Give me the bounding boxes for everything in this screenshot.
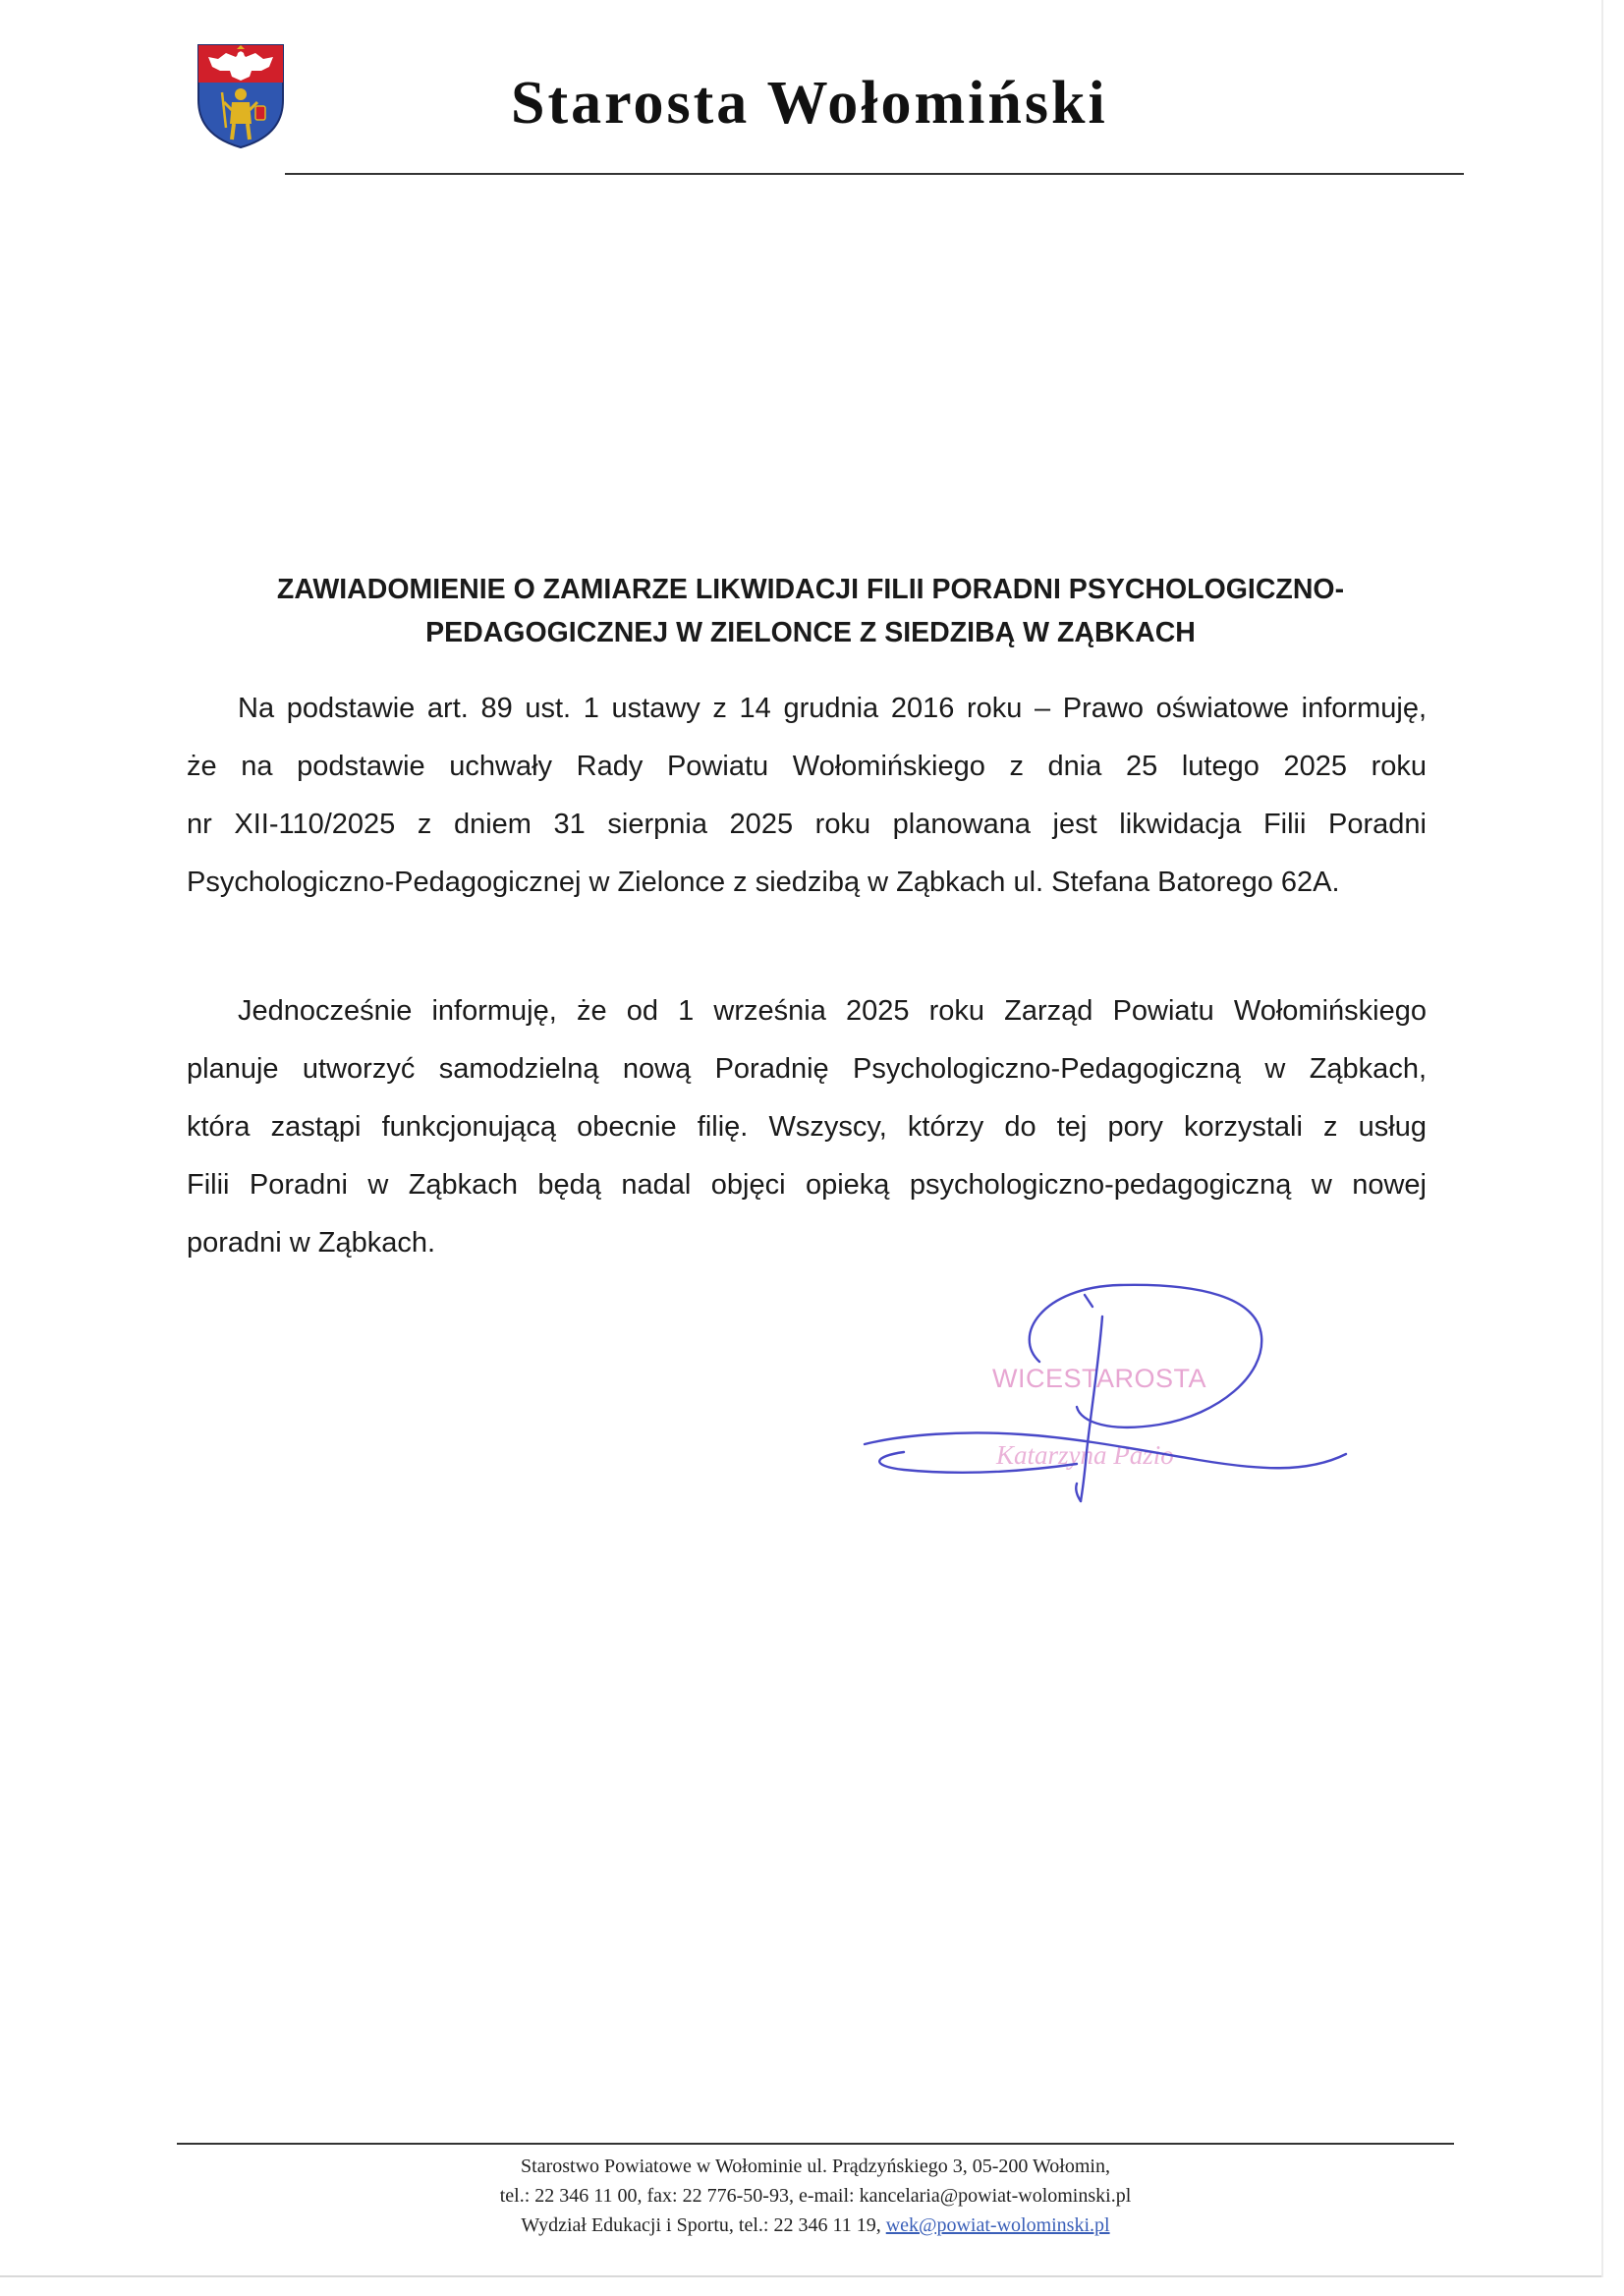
stamp-title: WICESTAROSTA [992,1364,1207,1393]
footer [285,2152,1346,2240]
footer-contact: tel.: 22 346 11 00, fax: 22 776-50-93, e-mail: kancelaria@powiat-wolominski.pl [499,2185,1132,2207]
footer-email-link[interactable]: wek@powiat-wolominski.pl [885,2214,1110,2236]
footer-divider [177,2143,1454,2145]
paragraph-1-line-2: że na podstawie uchwały Rady Powiatu Wołomińskiego z dnia 25 lutego 2025 roku [187,751,1427,782]
paragraph-2-line-2: planuje utworzyć samodzielną nową Poradnię Psychologiczno-Pedagogiczną w Ząbkach, [187,1053,1427,1085]
scan-edge-bottom [0,2275,1601,2277]
document-title [187,568,1434,654]
title-line-1: ZAWIADOMIENIE O ZAMIARZE LIKWIDACJI FILII PORADNI PSYCHOLOGICZNO- [276,574,1345,605]
footer-department-text: Wydział Edukacji i Sportu, tel.: 22 346 11 19, [521,2214,886,2236]
header-divider [285,173,1464,175]
title-line-2: PEDAGOGICZNEJ W ZIELONCE Z SIEDZIBĄ W ZĄBKACH [425,617,1196,648]
paragraph-1-line-4: Psychologiczno-Pedagogicznej w Zielonce z siedzibą w Ząbkach ul. Stefana Batorego 62A. [187,867,1340,898]
paragraph-1-line-3: nr XII-110/2025 z dniem 31 sierpnia 2025 roku planowana jest likwidacja Filii Poradni [187,809,1427,840]
footer-address: Starostwo Powiatowe w Wołominie ul. Prądzyńskiego 3, 05-200 Wołomin, [521,2156,1110,2177]
paragraph-2 [187,982,1427,1272]
paragraph-2-line-5: poradni w Ząbkach. [187,1227,436,1259]
paragraph-2-line-1: Jednocześnie informuję, że od 1 września 2025 roku Zarząd Powiatu Wołomińskiego [238,995,1427,1027]
scan-edge-right [1601,0,1603,2277]
header-title: Starosta Wołomiński [511,70,1108,137]
footer-department [285,2211,1346,2240]
paragraph-2-line-4: Filii Poradni w Ząbkach będą nadal objęci opieką psychologiczno-pedagogiczną w nowej [187,1169,1427,1201]
handwritten-signature [845,1277,1356,1513]
paragraph-1-line-1: Na podstawie art. 89 ust. 1 ustawy z 14 grudnia 2016 roku – Prawo oświatowe informuję, [238,693,1427,724]
stamp-name: Katarzyna Pazio [996,1440,1174,1470]
paragraph-1 [187,680,1427,912]
paragraph-2-line-3: która zastąpi funkcjonującą obecnie filię. Wszyscy, którzy do tej pory korzystali z usług [187,1111,1427,1143]
coat-of-arms-icon [195,41,287,151]
